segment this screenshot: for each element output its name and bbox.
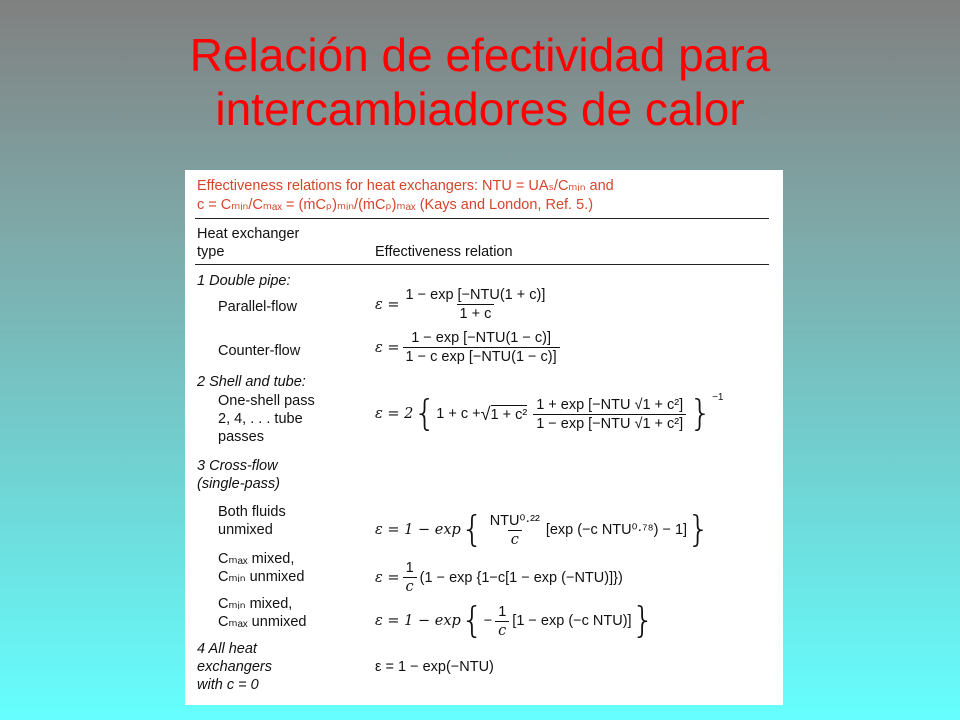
counter-numerator: 1 − exp [−NTU(1 − c)]: [411, 330, 552, 346]
both-prefix: ε = 1 − exp: [375, 522, 461, 538]
cmin-denominator: c: [495, 621, 509, 639]
shell-numerator: 1 + exp [−NTU √1 + c²]: [536, 396, 684, 413]
both-denominator: c: [508, 530, 522, 548]
cmin-numerator: 1: [498, 603, 507, 620]
cmin-prefix: ε = 1 − exp: [375, 613, 461, 629]
eps-eq: ε =: [375, 296, 400, 313]
header-rule: [195, 264, 769, 265]
counter-fraction: [403, 330, 560, 365]
both-tail: [exp (−c NTU⁰·⁷⁸) − 1]: [545, 522, 688, 538]
caption-line-2: c = Cₘᵢₙ/Cₘₐₓ = (ṁCₚ)ₘᵢₙ/(ṁCₚ)ₘₐₓ (Kays and London, Ref. 5.): [197, 197, 594, 213]
title-line-2: intercambiadores de calor: [215, 83, 745, 135]
top-rule: [195, 218, 769, 219]
open-brace: {: [460, 600, 484, 641]
row-cmin-mixed: [218, 595, 307, 631]
cmin-minus: −: [483, 613, 493, 629]
table-caption: [197, 177, 772, 215]
formula-both-unmixed: [375, 509, 710, 550]
header-relation: Effectiveness relation: [375, 244, 513, 260]
row-parallel-flow: Parallel-flow: [218, 299, 297, 315]
header-type-line-2: type: [197, 244, 225, 260]
one-shell-line-3: passes: [218, 429, 264, 445]
row-counter-flow: Counter-flow: [218, 343, 301, 359]
row-cmax-mixed: [218, 550, 304, 586]
parallel-denominator: 1 + c: [457, 304, 495, 322]
row-cross-flow: [197, 457, 280, 493]
parallel-numerator: 1 − exp [−NTU(1 + c)]: [405, 287, 546, 303]
row-double-pipe: 1 Double pipe:: [197, 273, 291, 289]
open-brace: {: [413, 393, 437, 434]
cmin-fraction: [495, 604, 509, 639]
row-both-unmixed: [218, 503, 286, 539]
shell-fraction: [533, 397, 686, 432]
cmax-fraction: [403, 560, 417, 595]
both-line-2: unmixed: [218, 522, 273, 538]
cmin-line-2: Cₘₐₓ unmixed: [218, 614, 307, 630]
all-line-1: 4 All heat: [197, 641, 257, 657]
close-brace: }: [631, 600, 655, 641]
radical-sign: √: [480, 403, 491, 424]
title-line-1: Relación de efectividad para: [189, 29, 771, 81]
cmax-prefix: ε =: [375, 569, 400, 586]
cmin-tail: [1 − exp (−c NTU)]: [512, 613, 632, 629]
row-one-shell: [218, 392, 315, 446]
all-formula: ε = 1 − exp(−NTU): [375, 659, 494, 675]
cross-flow-line-1: 3 Cross-flow: [197, 458, 278, 474]
all-line-3: with c = 0: [197, 677, 259, 693]
formula-all-heat: [375, 659, 494, 675]
shell-mid: 1 + c +: [436, 406, 481, 422]
formula-cmax-mixed: [375, 560, 623, 595]
row-all-heat: [197, 640, 272, 694]
shell-prefix: ε = 2: [375, 406, 414, 422]
formula-cmin-mixed: [375, 600, 655, 641]
formula-parallel: [375, 287, 551, 322]
one-shell-line-1: One-shell pass: [218, 393, 315, 409]
both-numerator: NTU⁰·²²: [489, 512, 540, 529]
cmax-numerator: 1: [405, 560, 414, 576]
cmax-line-2: Cₘᵢₙ unmixed: [218, 569, 305, 585]
one-shell-line-2: 2, 4, . . . tube: [218, 411, 303, 427]
open-brace: {: [460, 509, 484, 550]
effectiveness-table: [185, 170, 783, 705]
close-brace: }: [687, 509, 710, 550]
formula-counter: [375, 330, 563, 365]
slide-title: [0, 28, 960, 136]
cmax-line-1: Cₘₐₓ mixed,: [218, 551, 295, 567]
both-fraction: [487, 513, 543, 548]
shell-exponent: −1: [712, 392, 724, 403]
parallel-fraction: [403, 287, 549, 322]
cross-flow-line-2: (single-pass): [197, 476, 280, 492]
caption-line-1: Effectiveness relations for heat exchangers: NTU = UAₛ/Cₘᵢₙ and: [197, 178, 614, 194]
all-line-2: exchangers: [197, 659, 272, 675]
formula-shell: [375, 392, 724, 434]
eps-eq: ε =: [375, 339, 400, 356]
row-shell-tube: 2 Shell and tube:: [197, 374, 306, 390]
cmax-tail: (1 − exp {1−c[1 − exp (−NTU)]}): [419, 569, 623, 586]
header-type: [197, 225, 299, 261]
counter-denominator: 1 − c exp [−NTU(1 − c)]: [403, 347, 560, 365]
cmax-denominator: c: [403, 577, 417, 595]
header-type-line-1: Heat exchanger: [197, 226, 300, 242]
shell-sqrt: 1 + c²: [490, 407, 528, 423]
cmin-line-1: Cₘᵢₙ mixed,: [218, 596, 293, 612]
close-brace: }: [689, 393, 713, 434]
shell-denominator: 1 − exp [−NTU √1 + c²]: [533, 414, 686, 432]
both-line-1: Both fluids: [218, 504, 286, 520]
